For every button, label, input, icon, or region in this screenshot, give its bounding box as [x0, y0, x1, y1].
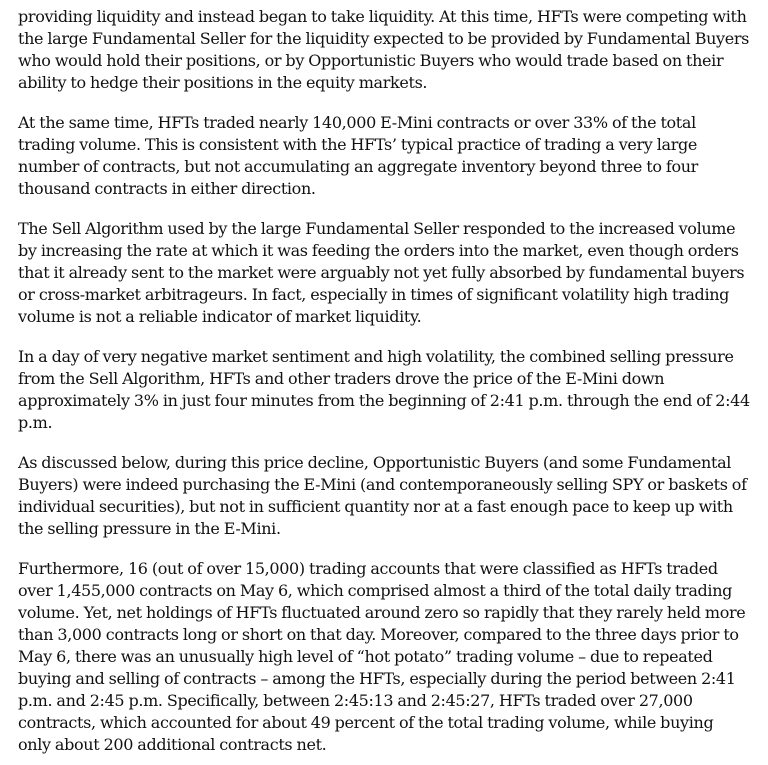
- paragraph-hot-potato-volume: Furthermore, 16 (out of over 15,000) trading accounts that were classified as HFTs traded over 1,455,000 contracts on May 6, which comprised almost a third of the total daily trading volume. Yet, net holdings of HFTs fluctuated around zero so rapidly that they rarely held more than 3,000 contracts long or short on that day. Moreover, compared to the three days prior to May 6, there was an unusually high level of “hot potato” trading volume – due to repeated buying and selling of contracts – among the HFTs, especially during the period between 2:41 p.m. and 2:45 p.m. Specifically, between 2:45:13 and 2:45:27, HFTs traded over 27,000 contracts, which accounted for about 49 percent of the total trading volume, while buying only about 200 additional contracts net.: [18, 559, 746, 754]
- paragraph-opportunistic-buyers: As discussed below, during this price decline, Opportunistic Buyers (and some Fundamental Buyers) were indeed purchasing the E-Mini (and contemporaneously selling SPY or baskets of individual securities), but not in sufficient quantity nor at a fast enough pace to keep up with the selling pressure in the E-Mini.: [18, 453, 747, 538]
- paragraph-hft-trading-volume: At the same time, HFTs traded nearly 140,000 E-Mini contracts or over 33% of the total trading volume. This is consistent with the HFTs’ typical practice of trading a very large number of contracts, but not accumulating an aggregate inventory beyond three to four thousand contracts in either direction.: [18, 113, 698, 198]
- paragraph-sell-algorithm: The Sell Algorithm used by the large Fundamental Seller responded to the increased volume by increasing the rate at which it was feeding the orders into the market, even though orders that it already sent to the market were arguably not yet fully absorbed by fundamental buyers or cross-market arbitrageurs. In fact, especially in times of significant volatility high trading volume is not a reliable indicator of market liquidity.: [18, 219, 745, 326]
- paragraph-price-decline: In a day of very negative market sentiment and high volatility, the combined selling pressure from the Sell Algorithm, HFTs and other traders drove the price of the E-Mini down approximately 3% in just four minutes from the beginning of 2:41 p.m. through the end of 2:44 p.m.: [18, 347, 750, 432]
- paragraph-hft-taking-liquidity: providing liquidity and instead began to take liquidity. At this time, HFTs were competing with the large Fundamental Seller for the liquidity expected to be provided by Fundamental Buyers who would hold their positions, or by Opportunistic Buyers who would trade based on their ability to hedge their positions in the equity markets.: [18, 7, 750, 92]
